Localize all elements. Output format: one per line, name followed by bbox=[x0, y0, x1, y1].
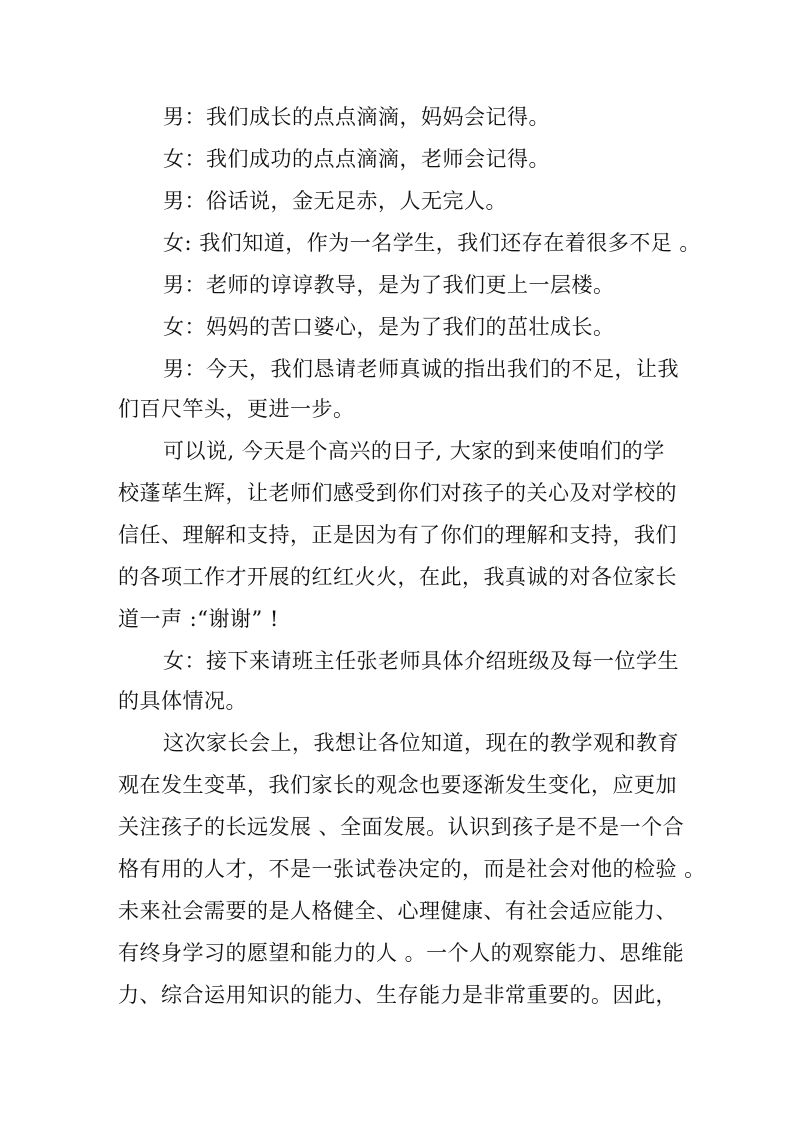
paragraph-line: 的各项工作才开展的红红火火，在此，我真诚的对各位家长 bbox=[118, 565, 677, 589]
paragraph-line: 这次家长会上，我想让各位知道，现在的教学观和教育 bbox=[163, 731, 679, 755]
dialogue-line: 女：妈妈的苦口婆心，是为了我们的茁壮成长。 bbox=[163, 315, 615, 339]
paragraph-line: 校蓬荜生辉，让老师们感受到你们对孩子的关心及对学校的 bbox=[118, 481, 677, 505]
paragraph-line: 力、综合运用知识的能力、生存能力是非常重要的。因此， bbox=[118, 983, 677, 1007]
paragraph-line: 道一声 :“谢谢” ! bbox=[118, 607, 279, 631]
paragraph-line: 观在发生变革，我们家长的观念也要逐渐发生变化，应更加 bbox=[118, 773, 677, 797]
dialogue-line: 男：老师的谆谆教导，是为了我们更上一层楼。 bbox=[163, 273, 615, 297]
dialogue-line: 女：我们成功的点点滴滴，老师会记得。 bbox=[163, 147, 550, 171]
dialogue-line-continuation: 的具体情况。 bbox=[118, 689, 247, 713]
paragraph-line: 关注孩子的长远发展 、全面发展。认识到孩子是不是一个合 bbox=[118, 815, 685, 839]
dialogue-line-continuation: 们百尺竿头，更进一步。 bbox=[118, 397, 355, 421]
dialogue-line: 男：今天，我们恳请老师真诚的指出我们的不足，让我 bbox=[163, 357, 679, 381]
dialogue-line: 男：俗话说，金无足赤，人无完人。 bbox=[163, 189, 507, 213]
paragraph-line: 格有用的人才，不是一张试卷决定的，而是社会对他的检验 。 bbox=[118, 857, 706, 881]
paragraph-line: 未来社会需要的是人格健全、心理健康、有社会适应能力、 bbox=[118, 899, 677, 923]
dialogue-line: 女：接下来请班主任张老师具体介绍班级及每一位学生 bbox=[163, 649, 679, 673]
dialogue-line: 男：我们成长的点点滴滴，妈妈会记得。 bbox=[163, 105, 550, 129]
paragraph-line: 信任、理解和支持，正是因为有了你们的理解和支持，我们 bbox=[118, 523, 677, 547]
dialogue-line: 女: 我们知道，作为一名学生，我们还存在着很多不足 。 bbox=[163, 231, 701, 255]
paragraph-line: 可以说, 今天是个高兴的日子, 大家的到来使咱们的学 bbox=[163, 439, 665, 463]
paragraph-line: 有终身学习的愿望和能力的人 。一个人的观察能力、思维能 bbox=[118, 941, 685, 965]
